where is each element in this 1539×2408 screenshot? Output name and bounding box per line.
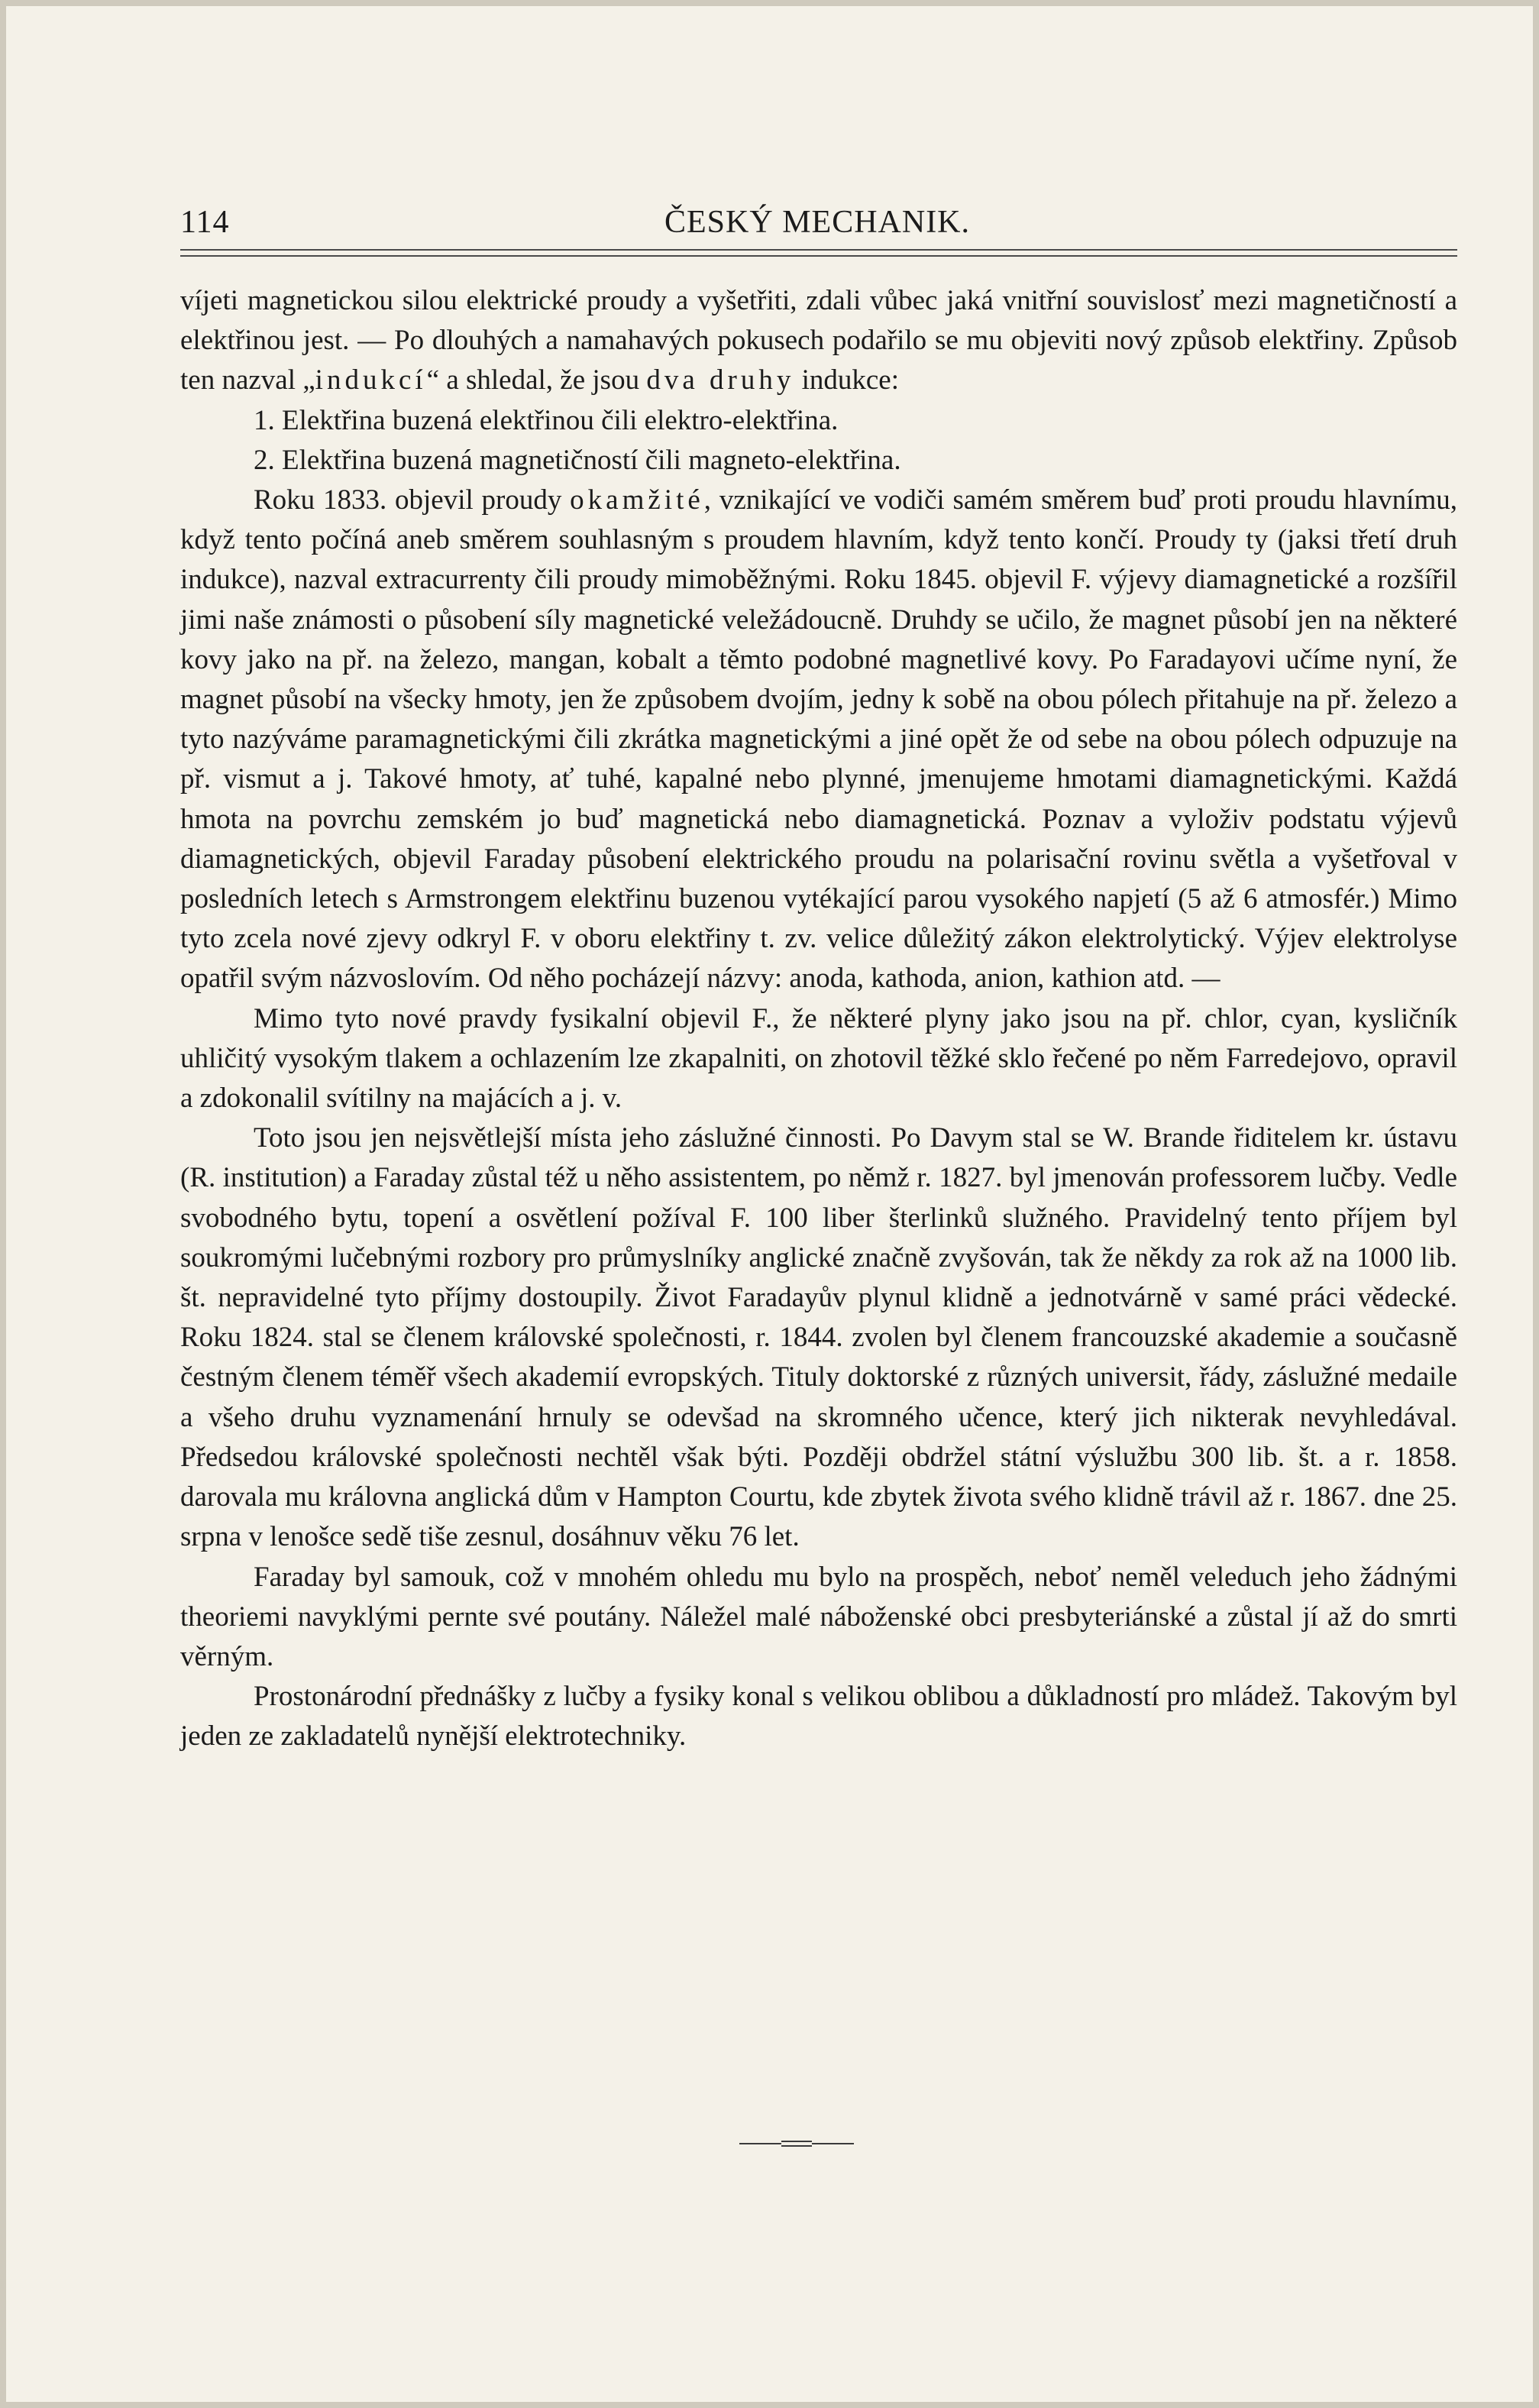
header-double-rule: [180, 249, 1457, 257]
emphasis-dva-druhy: dva druhy: [646, 364, 795, 396]
end-ornament-center: [781, 2141, 812, 2147]
list-item-2: 2. Elektřina buzená magnetičností čili magneto-elektřina.: [254, 444, 901, 476]
paragraph-4: Toto jsou jen nejsvětlejší místa jeho záslužné činnosti. Po Davym stal se W. Brande řiditelem kr. ústavu (R. institution) a Faraday zůstal též u něho assistentem, po němž r. 1827. byl jmenován professorem lučby. Vedle svobodného bytu, topení a osvětlení požíval F. 100 liber šterlinků služného. Pravidelný tento příjem byl soukromými lučebnými rozbory pro průmyslníky anglické značně zvyšován, tak že někdy za rok až na 1000 lib. št. nepravidelné tyto příjmy dostoupily. Život Faradayův plynul klidně a jednotvárně v samé práci vědecké. Roku 1824. stal se členem královské společnosti, r. 1844. zvolen byl členem francouzské akademie a současně čestným členem téměř všech akademií evropských. Tituly doktorské z různých universit, řády, záslužné medaile a všeho druhu vyznamenání hrnuly se odevšad na skromného učence, který jich nikterak nevyhledával. Předsedou královské společnosti nechtěl však býti. Později obdržel státní výslužbu 300 lib. št. a r. 1858. darovala mu královna anglická dům v Hampton Courtu, kde zbytek života svého klidně trávil až r. 1867. dne 25. srpna v lenošce sedě tiše zesnul, dosáhnuv věku 76 let.: [180, 1122, 1457, 1553]
end-ornament: [739, 2141, 854, 2147]
paragraph-1-text-c: indukce:: [794, 364, 899, 396]
paragraph-6: Prostonárodní přednášky z lučby a fysiky konal s velikou oblibou a důkladností pro mládež. Takovým byl jeden ze zakladatelů nynější elektrotechniky.: [180, 1681, 1457, 1753]
paragraph-5: Faraday byl samouk, což v mnohém ohledu mu bylo na prospěch, neboť neměl veleduch jeho žádnými theoriemi navyklými pernte své poutány. Náležel malé náboženské obci presbyteriánské a zůstal jí až do smrti věrným.: [180, 1561, 1457, 1672]
running-title: ČESKÝ MECHANIK.: [664, 205, 971, 240]
paragraph-3: Mimo tyto nové pravdy fysikalní objevil F., že některé plyny jako jsou na př. chlor, cyan, kysličník uhličitý vysokým tlakem a ochlazením lze zkapalniti, on zhotovil těžké sklo řečené po něm Farredejovo, opravil a zdokonalil svítilny na majácích a j. v.: [180, 1002, 1457, 1115]
paragraph-1-text-a: víjeti magnetickou silou elektrické proudy a vyšetřiti, zdali vůbec jaká vnitřní souvislosť mezi magnetičností a elektřinou jest. — Po dlouhých a namahavých pokusech podařilo se mu objeviti nový způsob elektřiny. Způsob ten nazval „: [180, 285, 1457, 396]
paragraph-2: [180, 481, 1457, 999]
paragraph-1: [180, 281, 1457, 401]
emphasis-indukci: indukcí: [315, 364, 427, 396]
emphasis-okamzite: okamžité: [570, 484, 704, 516]
page-number: 114: [180, 205, 230, 240]
article-body: [180, 281, 1457, 1757]
paragraph-2-text-a: Roku 1833. objevil proudy: [254, 484, 571, 516]
list-item-1: 1. Elektřina buzená elektřinou čili elektro-elektřina.: [254, 404, 839, 436]
paragraph-1-text-b: “ a shledal, že jsou: [426, 364, 647, 396]
paragraph-2-text-b: , vznikající ve vodiči samém směrem buď proti proudu hlavnímu, když tento počíná aneb směrem souhlasným s proudem hlavním, když tento končí. Proudy ty (jaksi třetí druh indukce), nazval extracurrenty čili proudy mimoběžnými. Roku 1845. objevil F. výjevy diamagnetické a rozšířil jimi naše známosti o působení síly magnetické veležádoucně. Druhdy se učilo, že magnet působí jen na některé kovy jako na př. na železo, mangan, kobalt a těmto podobné magnetlivé kovy. Po Faradayovi učíme nyní, že magnet působí na všecky hmoty, jen že způsobem dvojím, jedny k sobě na obou pólech přitahuje na př. železo a tyto nazýváme paramagnetickými čili zkrátka magnetickými a jiné opět že od sebe na obou pólech odpuzuje na př. vismut a j. Takové hmoty, ať tuhé, kapalné nebo plynné, jmenujeme hmotami diamagnetickými. Každá hmota na povrchu zemském jo buď magnetická nebo diamagnetická. Poznav a vyloživ podstatu výjevů diamagnetických, objevil Faraday působení elektrického proudu na polarisační rovinu světla a vyšetřoval v posledních letech s Armstrongem elektřinu buzenou vytékající parou vysokého napjetí (5 až 6 atmosfér.) Mimo tyto zcela nové zjevy odkryl F. v oboru elektřiny t. zv. velice důležitý zákon elektrolytický. Výjev elektrolyse opatřil svým názvoslovím. Od něho pocházejí názvy: anoda, kathoda, anion, kathion atd. —: [180, 484, 1457, 995]
page-header: [180, 203, 1457, 241]
